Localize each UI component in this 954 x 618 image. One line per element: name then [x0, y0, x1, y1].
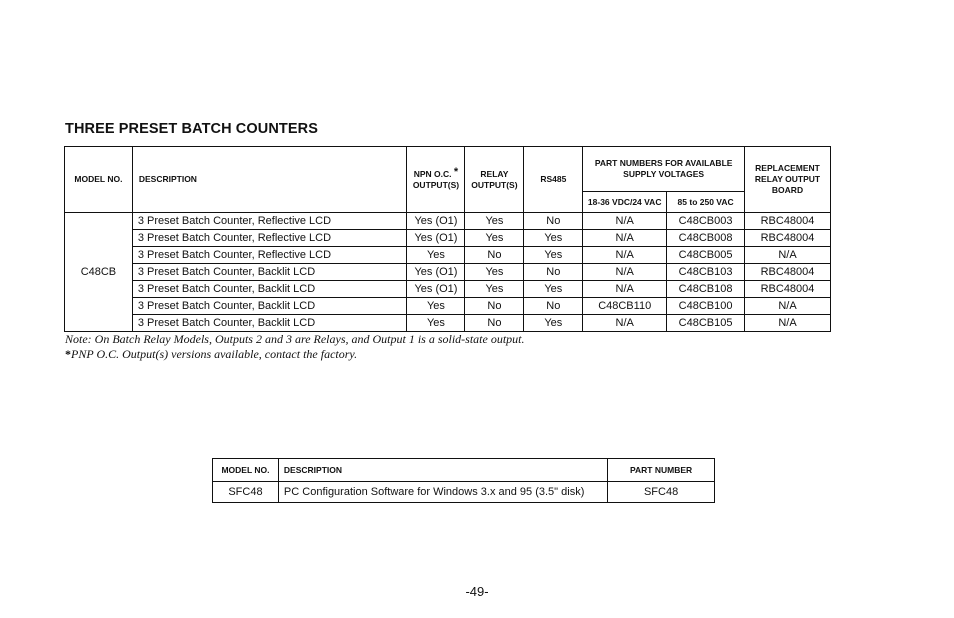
npn-cell: Yes (O1) [407, 281, 465, 298]
board-cell: N/A [745, 247, 831, 264]
table-row [65, 298, 831, 315]
header-replacement-line1: REPLACEMENT [755, 163, 820, 173]
header-relay-line2: OUTPUT(S) [471, 179, 518, 190]
header-relay [465, 147, 524, 213]
section-title: THREE PRESET BATCH COUNTERS [65, 121, 318, 137]
supply-low-cell: N/A [583, 281, 667, 298]
table-row [65, 264, 831, 281]
header-replacement-line3: BOARD [771, 185, 804, 195]
header-description: DESCRIPTION [132, 147, 407, 213]
supply-high-cell: C48CB103 [667, 264, 745, 281]
npn-cell: Yes (O1) [407, 230, 465, 247]
table-row [213, 482, 715, 503]
rs485-cell: No [524, 213, 583, 230]
note-pnp-text: PNP O.C. Output(s) versions available, contact the factory. [71, 347, 358, 361]
header-npn-asterisk: * [453, 165, 459, 178]
header-part-numbers-line1: PART NUMBERS FOR AVAILABLE [594, 158, 733, 168]
header-replacement [745, 147, 831, 213]
description-cell: 3 Preset Batch Counter, Reflective LCD [132, 230, 407, 247]
header-part-numbers-line2: SUPPLY VOLTAGES [623, 169, 705, 179]
npn-cell: Yes (O1) [407, 264, 465, 281]
table-row [65, 213, 831, 230]
description-cell: 3 Preset Batch Counter, Reflective LCD [132, 213, 407, 230]
note-asterisk: * [65, 347, 71, 361]
header-supply-high: 85 to 250 VAC [667, 192, 745, 213]
board-cell: RBC48004 [745, 264, 831, 281]
table-row [65, 247, 831, 264]
sw-header-part: PART NUMBER [608, 459, 715, 482]
supply-low-cell: N/A [583, 315, 667, 332]
description-cell: 3 Preset Batch Counter, Backlit LCD [132, 315, 407, 332]
rs485-cell: No [524, 264, 583, 281]
description-cell: 3 Preset Batch Counter, Backlit LCD [132, 281, 407, 298]
relay-cell: No [465, 315, 524, 332]
supply-low-cell: N/A [583, 230, 667, 247]
sw-description-cell: PC Configuration Software for Windows 3.x and 95 (3.5" disk) [278, 482, 607, 503]
description-cell: 3 Preset Batch Counter, Backlit LCD [132, 298, 407, 315]
sw-model-cell: SFC48 [213, 482, 279, 503]
supply-low-cell: N/A [583, 247, 667, 264]
npn-cell: Yes [407, 315, 465, 332]
relay-cell: No [465, 247, 524, 264]
sw-header-description: DESCRIPTION [278, 459, 607, 482]
header-npn [407, 147, 465, 213]
note-pnp-versions [65, 347, 525, 362]
table-row [65, 281, 831, 298]
table-notes [65, 332, 525, 362]
table-row [65, 315, 831, 332]
supply-high-cell: C48CB100 [667, 298, 745, 315]
model-cell: C48CB [65, 213, 133, 332]
board-cell: N/A [745, 298, 831, 315]
supply-low-cell: N/A [583, 213, 667, 230]
board-cell: N/A [745, 315, 831, 332]
board-cell: RBC48004 [745, 281, 831, 298]
software-table [212, 458, 715, 503]
relay-cell: No [465, 298, 524, 315]
header-row [65, 147, 831, 192]
batch-counter-table [64, 146, 831, 332]
supply-low-cell: N/A [583, 264, 667, 281]
supply-high-cell: C48CB003 [667, 213, 745, 230]
npn-cell: Yes (O1) [407, 213, 465, 230]
header-replacement-line2: RELAY OUTPUT [754, 174, 821, 184]
supply-high-cell: C48CB105 [667, 315, 745, 332]
npn-cell: Yes [407, 247, 465, 264]
note-relay-models: Note: On Batch Relay Models, Outputs 2 and 3 are Relays, and Output 1 is a solid-state output. [65, 332, 525, 346]
header-relay-line1: RELAY [480, 168, 509, 179]
relay-cell: Yes [465, 281, 524, 298]
npn-cell: Yes [407, 298, 465, 315]
rs485-cell: Yes [524, 315, 583, 332]
supply-high-cell: C48CB005 [667, 247, 745, 264]
header-supply-low: 18-36 VDC/24 VAC [583, 192, 667, 213]
table-row [65, 230, 831, 247]
sw-part-cell: SFC48 [608, 482, 715, 503]
header-part-numbers [583, 147, 745, 192]
header-npn-line1: NPN O.C. [413, 168, 452, 179]
description-cell: 3 Preset Batch Counter, Backlit LCD [132, 264, 407, 281]
rs485-cell: Yes [524, 230, 583, 247]
header-model: MODEL NO. [65, 147, 133, 213]
relay-cell: Yes [465, 230, 524, 247]
page-number: -49- [465, 584, 489, 599]
board-cell: RBC48004 [745, 230, 831, 247]
software-header-row [213, 459, 715, 482]
rs485-cell: Yes [524, 247, 583, 264]
board-cell: RBC48004 [745, 213, 831, 230]
relay-cell: Yes [465, 213, 524, 230]
rs485-cell: No [524, 298, 583, 315]
sw-header-model: MODEL NO. [213, 459, 279, 482]
relay-cell: Yes [465, 264, 524, 281]
supply-high-cell: C48CB008 [667, 230, 745, 247]
header-npn-line2: OUTPUT(S) [412, 179, 460, 190]
description-cell: 3 Preset Batch Counter, Reflective LCD [132, 247, 407, 264]
header-rs485: RS485 [524, 147, 583, 213]
supply-high-cell: C48CB108 [667, 281, 745, 298]
rs485-cell: Yes [524, 281, 583, 298]
supply-low-cell: C48CB110 [583, 298, 667, 315]
